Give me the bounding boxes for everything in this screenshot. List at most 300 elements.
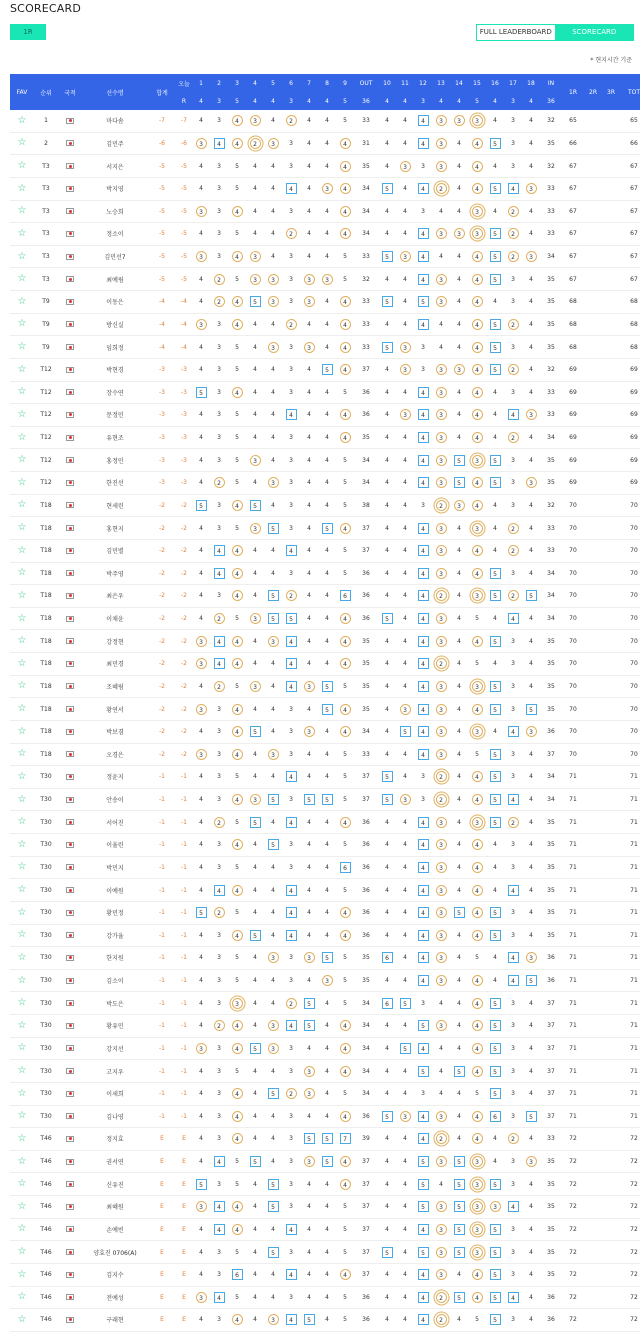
favorite-star-icon[interactable]: ☆: [17, 386, 27, 398]
hole-9-score: [336, 313, 354, 336]
player-name[interactable]: 김지수: [82, 1263, 148, 1286]
round-2-score: [584, 1263, 602, 1286]
hole-score: 3: [511, 705, 515, 713]
hole-score: 5: [343, 999, 347, 1007]
player-name[interactable]: 신유진: [82, 1173, 148, 1196]
hole-score: 3: [289, 1293, 293, 1301]
table-row[interactable]: [10, 630, 640, 653]
hole-score: 4: [385, 411, 389, 419]
table-row[interactable]: [10, 1037, 640, 1060]
hole-5-score: [264, 132, 282, 155]
table-row[interactable]: [10, 879, 640, 902]
favorite-star-icon[interactable]: ☆: [17, 341, 27, 353]
favorite-star-icon[interactable]: ☆: [17, 929, 27, 941]
table-row[interactable]: [10, 517, 640, 540]
player-name[interactable]: 최혜원: [82, 1196, 148, 1219]
hole-3-score: [228, 788, 246, 811]
player-name[interactable]: 김민별: [82, 539, 148, 562]
hole-score: 4: [199, 456, 203, 464]
player-name[interactable]: 박현경: [82, 358, 148, 381]
hole-12-score: [414, 675, 432, 698]
favorite-star-icon[interactable]: ☆: [17, 499, 27, 511]
player-name[interactable]: 강가율: [82, 924, 148, 947]
hole-score: 4: [232, 319, 243, 330]
table-row[interactable]: [10, 336, 640, 359]
table-row[interactable]: [10, 1015, 640, 1038]
favorite-star-icon[interactable]: ☆: [17, 884, 27, 896]
favorite-star-icon[interactable]: ☆: [17, 1132, 27, 1144]
hole-score: 4: [325, 909, 329, 917]
hole-4-score: [246, 585, 264, 608]
player-name[interactable]: 최민경: [82, 653, 148, 676]
hole-score: 3: [289, 863, 293, 871]
player-name[interactable]: 조혜림: [82, 675, 148, 698]
hole-3-score: [228, 1309, 246, 1332]
favorite-star-icon[interactable]: ☆: [17, 182, 27, 194]
table-row[interactable]: [10, 132, 640, 155]
favorite-star-icon[interactable]: ☆: [17, 680, 27, 692]
hole-2-score: [210, 924, 228, 947]
favorite-star-icon[interactable]: ☆: [17, 1178, 27, 1190]
player-name[interactable]: 노승희: [82, 200, 148, 223]
table-row[interactable]: [10, 449, 640, 472]
favorite-star-icon[interactable]: ☆: [17, 657, 27, 669]
player-name[interactable]: 박주영: [82, 562, 148, 585]
favorite-star-icon[interactable]: ☆: [17, 318, 27, 330]
hole-5-score: [264, 1218, 282, 1241]
table-row[interactable]: [10, 947, 640, 970]
favorite-star-icon[interactable]: ☆: [17, 793, 27, 805]
favorite-star-icon[interactable]: ☆: [17, 748, 27, 760]
favorite-star-icon[interactable]: ☆: [17, 160, 27, 172]
hole-score: 4: [457, 728, 461, 736]
favorite-star-icon[interactable]: ☆: [17, 725, 27, 737]
hole-7-score: [300, 223, 318, 246]
player-name[interactable]: 마다솜: [82, 110, 148, 132]
player-name[interactable]: 박보겸: [82, 720, 148, 743]
player-name[interactable]: 홍정민: [82, 449, 148, 472]
hole-score: 4: [253, 977, 257, 985]
table-row[interactable]: [10, 268, 640, 291]
player-name[interactable]: 이채윤: [82, 607, 148, 630]
table-row[interactable]: [10, 698, 640, 721]
player-name[interactable]: 오경은: [82, 743, 148, 766]
table-row[interactable]: [10, 1309, 640, 1332]
header-par-9: 5: [336, 92, 354, 110]
player-name[interactable]: 황민정: [82, 901, 148, 924]
hole-score: 5: [235, 682, 239, 690]
nation-cell: [58, 200, 82, 223]
player-name[interactable]: 안송이: [82, 788, 148, 811]
hole-17-score: [504, 607, 522, 630]
round-2-score: [584, 1015, 602, 1038]
round-1-score: 71: [562, 788, 584, 811]
player-name[interactable]: 강지선: [82, 1037, 148, 1060]
favorite-star-icon[interactable]: ☆: [17, 1065, 27, 1077]
hole-score: 3: [217, 977, 221, 985]
table-row[interactable]: [10, 358, 640, 381]
hole-score: 3: [304, 296, 315, 307]
player-name[interactable]: 권서연: [82, 1150, 148, 1173]
hole-3-score: [228, 539, 246, 562]
favorite-star-icon[interactable]: ☆: [17, 770, 27, 782]
favorite-star-icon[interactable]: ☆: [17, 1200, 27, 1212]
player-name[interactable]: 김민선7: [82, 245, 148, 268]
player-name[interactable]: 황유민: [82, 1015, 148, 1038]
player-name[interactable]: 이율린: [82, 834, 148, 857]
player-name[interactable]: 김나영: [82, 1105, 148, 1128]
fav-cell: [10, 268, 34, 291]
hole-7-score: [300, 675, 318, 698]
favorite-star-icon[interactable]: ☆: [17, 997, 27, 1009]
hole-9-score: [336, 268, 354, 291]
total-par-cell: E: [148, 1241, 176, 1264]
hole-13-score: [432, 969, 450, 992]
hole-score: 3: [436, 839, 447, 850]
player-name[interactable]: 이동은: [82, 291, 148, 314]
favorite-star-icon[interactable]: ☆: [17, 454, 27, 466]
hole-15-score: [468, 562, 486, 585]
table-row[interactable]: [10, 155, 640, 178]
hole-3-score: [228, 449, 246, 472]
hole-16-score: [486, 969, 504, 992]
table-row[interactable]: [10, 901, 640, 924]
favorite-star-icon[interactable]: ☆: [17, 250, 27, 262]
table-row[interactable]: [10, 811, 640, 834]
player-name[interactable]: 강정현: [82, 630, 148, 653]
hole-score: 4: [253, 366, 257, 374]
hole-score: 4: [418, 590, 429, 601]
hole-score: 3: [436, 817, 447, 828]
hole-13-score: [432, 630, 450, 653]
table-row[interactable]: [10, 924, 640, 947]
hole-12-score: [414, 788, 432, 811]
hole-8-score: [318, 766, 336, 789]
player-name[interactable]: 김소이: [82, 969, 148, 992]
table-row[interactable]: [10, 291, 640, 314]
header-hole-3: 3: [228, 74, 246, 92]
favorite-star-icon[interactable]: ☆: [17, 1223, 27, 1235]
table-row[interactable]: [10, 834, 640, 857]
player-name[interactable]: 정소이: [82, 223, 148, 246]
header-par-3: 5: [228, 92, 246, 110]
hole-10-score: [378, 834, 396, 857]
hole-score: 4: [493, 162, 497, 170]
favorite-star-icon[interactable]: ☆: [17, 816, 27, 828]
hole-10-score: [378, 585, 396, 608]
player-name[interactable]: 장수연: [82, 381, 148, 404]
hole-score: 2: [508, 817, 519, 828]
nation-cell: [58, 653, 82, 676]
hole-score: 4: [457, 1112, 461, 1120]
hole-2-score: [210, 653, 228, 676]
favorite-star-icon[interactable]: ☆: [17, 589, 27, 601]
hole-score: 3: [289, 705, 293, 713]
hole-6-score: [282, 313, 300, 336]
today-cell: -5: [176, 223, 192, 246]
hole-14-score: [450, 607, 468, 630]
favorite-star-icon[interactable]: ☆: [17, 137, 27, 149]
favorite-star-icon[interactable]: ☆: [17, 567, 27, 579]
hole-7-score: [300, 1196, 318, 1219]
favorite-star-icon[interactable]: ☆: [17, 227, 27, 239]
hole-score: 5: [418, 1066, 429, 1077]
favorite-star-icon[interactable]: ☆: [17, 114, 27, 126]
table-row[interactable]: [10, 200, 640, 223]
round-3-score: [602, 494, 620, 517]
player-name[interactable]: 서어진: [82, 811, 148, 834]
table-row[interactable]: [10, 1082, 640, 1105]
hole-score: 4: [439, 1090, 443, 1098]
favorite-star-icon[interactable]: ☆: [17, 522, 27, 534]
hole-15-score: [468, 856, 486, 879]
table-row[interactable]: [10, 426, 640, 449]
hole-18-score: [522, 177, 540, 200]
player-name[interactable]: 한지원: [82, 947, 148, 970]
full-leaderboard-button[interactable]: FULL LEADERBOARD: [476, 24, 555, 41]
table-row[interactable]: [10, 1150, 640, 1173]
favorite-star-icon[interactable]: ☆: [17, 951, 27, 963]
player-name[interactable]: 김민주: [82, 132, 148, 155]
table-row[interactable]: [10, 653, 640, 676]
total-score: 67: [620, 245, 640, 268]
favorite-star-icon[interactable]: ☆: [17, 1291, 27, 1303]
hole-7-score: [300, 743, 318, 766]
player-name[interactable]: 이세희: [82, 1082, 148, 1105]
table-row[interactable]: [10, 720, 640, 743]
total-score: 69: [620, 358, 640, 381]
table-row[interactable]: [10, 381, 640, 404]
hole-3-score: [228, 630, 246, 653]
table-row[interactable]: [10, 585, 640, 608]
hole-score: 4: [307, 501, 311, 509]
hole-score: 4: [271, 1158, 275, 1166]
hole-16-score: [486, 562, 504, 585]
table-row[interactable]: [10, 1218, 640, 1241]
player-name[interactable]: 이예원: [82, 879, 148, 902]
player-name[interactable]: 한진선: [82, 472, 148, 495]
hole-16-score: [486, 1082, 504, 1105]
favorite-star-icon[interactable]: ☆: [17, 295, 27, 307]
table-row[interactable]: [10, 562, 640, 585]
hole-score: 2: [508, 251, 519, 262]
hole-2-score: [210, 223, 228, 246]
table-row[interactable]: [10, 1173, 640, 1196]
player-name[interactable]: 박민지: [82, 856, 148, 879]
player-name[interactable]: 박지영: [82, 177, 148, 200]
favorite-star-icon[interactable]: ☆: [17, 703, 27, 715]
hole-score: 4: [325, 841, 329, 849]
hole-score: 3: [304, 1088, 315, 1099]
round-1-score: 68: [562, 336, 584, 359]
table-row[interactable]: [10, 856, 640, 879]
table-row[interactable]: [10, 1196, 640, 1219]
hole-score: 4: [271, 818, 275, 826]
rank-cell: T46: [34, 1128, 58, 1151]
nation-cell: [58, 539, 82, 562]
player-name[interactable]: 최예림: [82, 268, 148, 291]
favorite-star-icon[interactable]: ☆: [17, 273, 27, 285]
table-row[interactable]: [10, 177, 640, 200]
hole-1-score: [192, 1241, 210, 1264]
player-name[interactable]: 양효진 0706(A): [82, 1241, 148, 1264]
round-2-score: [584, 720, 602, 743]
player-name[interactable]: 황연서: [82, 698, 148, 721]
player-name[interactable]: 서지은: [82, 155, 148, 178]
table-row[interactable]: [10, 539, 640, 562]
table-row[interactable]: [10, 607, 640, 630]
player-name[interactable]: 고지우: [82, 1060, 148, 1083]
table-row[interactable]: [10, 1286, 640, 1309]
rank-cell: T18: [34, 630, 58, 653]
player-name[interactable]: 방신실: [82, 313, 148, 336]
favorite-star-icon[interactable]: ☆: [17, 838, 27, 850]
hole-score: 4: [403, 841, 407, 849]
hole-13-score: [432, 1082, 450, 1105]
hole-11-score: [396, 562, 414, 585]
favorite-star-icon[interactable]: ☆: [17, 1313, 27, 1325]
favorite-star-icon[interactable]: ☆: [17, 635, 27, 647]
hole-score: 5: [490, 907, 501, 918]
hole-score: 6: [382, 952, 393, 963]
table-row[interactable]: [10, 313, 640, 336]
favorite-star-icon[interactable]: ☆: [17, 612, 27, 624]
hole-6-score: [282, 1060, 300, 1083]
total-par-cell: -2: [148, 630, 176, 653]
favorite-star-icon[interactable]: ☆: [17, 1268, 27, 1280]
fav-cell: [10, 358, 34, 381]
table-row[interactable]: [10, 788, 640, 811]
player-name[interactable]: 구래현: [82, 1309, 148, 1332]
hole-3-score: [228, 200, 246, 223]
hole-score: 4: [325, 117, 329, 125]
table-row[interactable]: [10, 494, 640, 517]
favorite-star-icon[interactable]: ☆: [17, 408, 27, 420]
hole-7-score: [300, 1263, 318, 1286]
table-row[interactable]: [10, 675, 640, 698]
header-par-out: 36: [354, 92, 378, 110]
out-total: 37: [354, 517, 378, 540]
favorite-star-icon[interactable]: ☆: [17, 974, 27, 986]
favorite-star-icon[interactable]: ☆: [17, 205, 27, 217]
hole-score: 3: [289, 524, 293, 532]
hole-score: 3: [421, 501, 425, 509]
table-row[interactable]: [10, 1241, 640, 1264]
player-name[interactable]: 최은우: [82, 585, 148, 608]
favorite-star-icon[interactable]: ☆: [17, 1087, 27, 1099]
table-row[interactable]: [10, 1060, 640, 1083]
hole-score: 5: [454, 1292, 465, 1303]
in-total: 35: [540, 630, 562, 653]
table-row[interactable]: [10, 766, 640, 789]
hole-12-score: [414, 947, 432, 970]
hole-score: 3: [511, 863, 515, 871]
table-row[interactable]: [10, 404, 640, 427]
rank-cell: T46: [34, 1196, 58, 1219]
hole-16-score: [486, 743, 504, 766]
table-row[interactable]: [10, 472, 640, 495]
favorite-star-icon[interactable]: ☆: [17, 1155, 27, 1167]
favorite-star-icon[interactable]: ☆: [17, 1042, 27, 1054]
rank-cell: T3: [34, 200, 58, 223]
hole-score: 3: [289, 207, 293, 215]
hole-score: 3: [421, 343, 425, 351]
hole-2-score: [210, 585, 228, 608]
hole-score: 3: [250, 523, 261, 534]
nation-cell: [58, 992, 82, 1015]
round-2-score: [584, 200, 602, 223]
player-name[interactable]: 정윤지: [82, 766, 148, 789]
favorite-star-icon[interactable]: ☆: [17, 544, 27, 556]
hole-score: 4: [457, 1090, 461, 1098]
table-row[interactable]: [10, 245, 640, 268]
table-row[interactable]: [10, 743, 640, 766]
rank-cell: T3: [34, 155, 58, 178]
hole-score: 4: [232, 387, 243, 398]
favorite-star-icon[interactable]: ☆: [17, 906, 27, 918]
player-name[interactable]: 유현조: [82, 426, 148, 449]
player-name[interactable]: 현세린: [82, 494, 148, 517]
hole-score: 4: [307, 841, 311, 849]
scorecard-button[interactable]: SCORECARD: [555, 24, 635, 41]
hole-4-score: [246, 1173, 264, 1196]
favorite-star-icon[interactable]: ☆: [17, 363, 27, 375]
round-1-button[interactable]: 1R: [10, 24, 46, 40]
hole-2-score: [210, 562, 228, 585]
hole-score: 4: [472, 274, 483, 285]
player-name[interactable]: 홍현지: [82, 517, 148, 540]
table-row[interactable]: [10, 992, 640, 1015]
hole-score: 4: [214, 1292, 225, 1303]
favorite-star-icon[interactable]: ☆: [17, 431, 27, 443]
favorite-star-icon[interactable]: ☆: [17, 1019, 27, 1031]
hole-score: 4: [472, 1133, 483, 1144]
hole-score: 5: [382, 794, 393, 805]
hole-11-score: [396, 788, 414, 811]
player-name[interactable]: 박도은: [82, 992, 148, 1015]
table-row[interactable]: [10, 1128, 640, 1151]
player-name[interactable]: 손예빈: [82, 1218, 148, 1241]
hole-11-score: [396, 1218, 414, 1241]
hole-score: 4: [529, 298, 533, 306]
hole-2-score: [210, 992, 228, 1015]
table-row[interactable]: [10, 1105, 640, 1128]
player-name[interactable]: 임희정: [82, 336, 148, 359]
hole-score: 4: [385, 841, 389, 849]
round-1-score: 71: [562, 811, 584, 834]
table-row[interactable]: [10, 223, 640, 246]
round-1-score: 72: [562, 1128, 584, 1151]
favorite-star-icon[interactable]: ☆: [17, 861, 27, 873]
nation-cell: [58, 856, 82, 879]
hole-1-score: [192, 539, 210, 562]
table-row[interactable]: [10, 110, 640, 132]
player-name[interactable]: 전예성: [82, 1286, 148, 1309]
table-row[interactable]: [10, 969, 640, 992]
in-total: 33: [540, 177, 562, 200]
hole-score: 4: [529, 275, 533, 283]
hole-score: 4: [418, 251, 429, 262]
hole-score: 5: [343, 569, 347, 577]
hole-score: 5: [454, 455, 465, 466]
favorite-star-icon[interactable]: ☆: [17, 1246, 27, 1258]
player-name[interactable]: 정지효: [82, 1128, 148, 1151]
table-row[interactable]: [10, 1263, 640, 1286]
favorite-star-icon[interactable]: ☆: [17, 1110, 27, 1122]
round-3-score: [602, 1196, 620, 1219]
player-name[interactable]: 문정민: [82, 404, 148, 427]
favorite-star-icon[interactable]: ☆: [17, 476, 27, 488]
